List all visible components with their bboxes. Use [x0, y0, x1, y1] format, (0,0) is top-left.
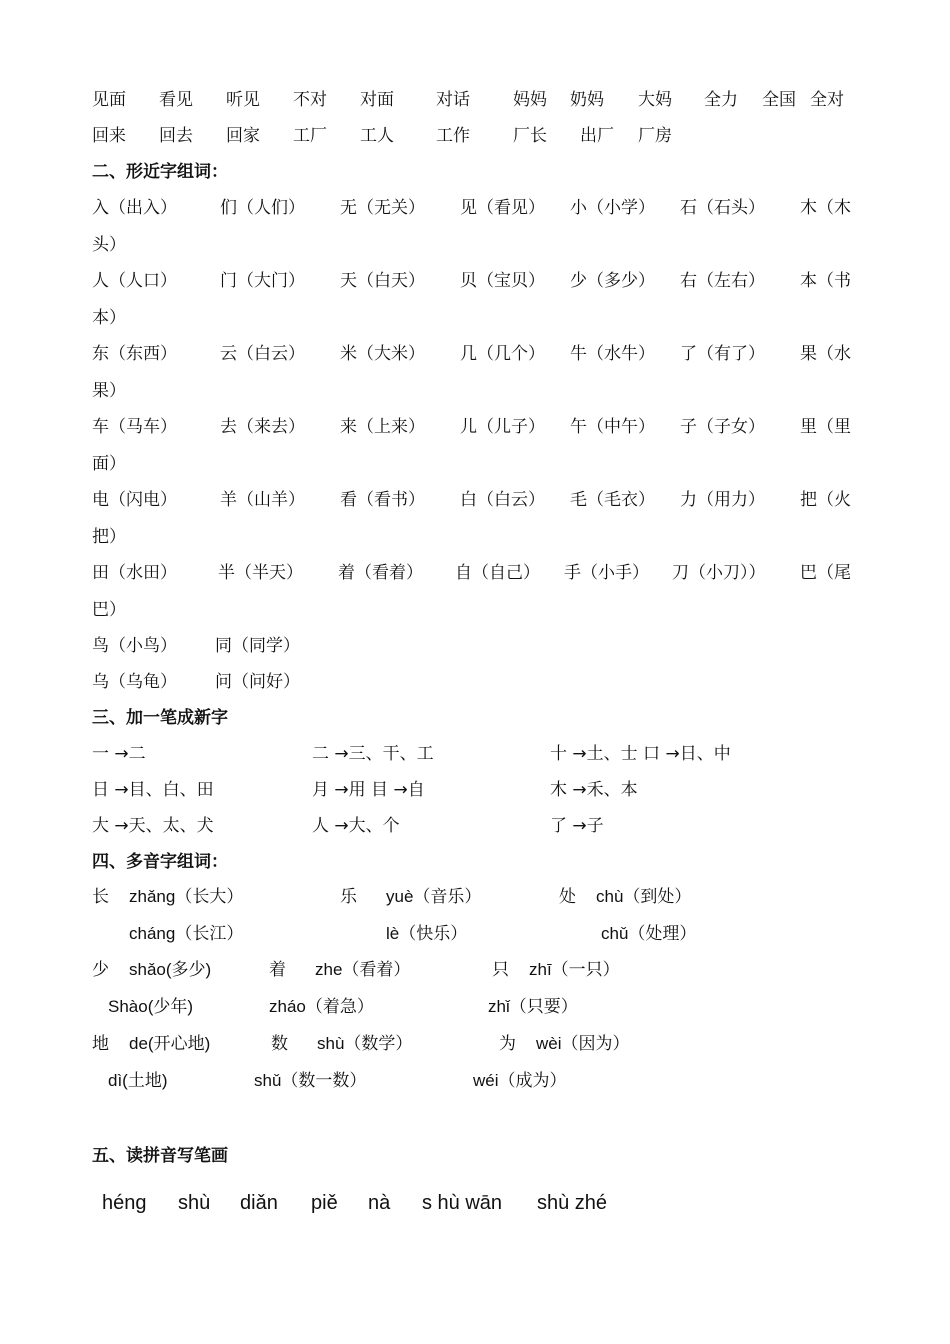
entry: 几（几个） [460, 344, 545, 364]
entry: 同（同学） [215, 636, 300, 656]
reading: shǎo(多少) [129, 960, 212, 979]
word: 工作 [436, 126, 470, 146]
word: 厂房 [638, 126, 672, 146]
entry: 牛（水牛） [570, 344, 655, 364]
entry: 把（火 [800, 490, 851, 510]
word: 大妈 [638, 90, 672, 110]
entry: 毛（毛衣） [570, 490, 655, 510]
entry: 米（大米） [340, 344, 425, 364]
reading: chǔ（处理） [601, 924, 697, 943]
entry: 见（看见） [460, 198, 545, 218]
entry: 手（小手） [564, 563, 649, 583]
entry: 问（问好） [215, 672, 300, 692]
stroke-name: piě [311, 1192, 338, 1214]
entry: 乌（乌龟） [92, 672, 177, 692]
stroke-name: shù [178, 1192, 211, 1214]
character: 只 [492, 960, 509, 980]
word: 不对 [293, 90, 327, 110]
reading: zhǎng（长大） [129, 887, 244, 906]
entry: 本（书 [800, 271, 851, 291]
entry: 巴（尾 [800, 563, 851, 583]
entry: 看（看书） [340, 490, 425, 510]
word: 全力 [704, 90, 738, 110]
reading: wèi（因为） [536, 1034, 630, 1053]
word: 厂长 [513, 126, 547, 146]
entry: 月 →用 目 →自 [312, 780, 425, 800]
reading: Shào(少年) [108, 997, 194, 1016]
entry: 木 →禾、本 [550, 780, 638, 800]
entry: 人（人口） [92, 271, 177, 291]
stroke-name: s hù wān [422, 1192, 503, 1214]
word: 妈妈 [513, 90, 547, 110]
word: 出厂 [580, 126, 614, 146]
word: 工厂 [293, 126, 327, 146]
reading: de(开心地) [129, 1034, 211, 1053]
reading: zhǐ（只要） [488, 997, 578, 1016]
reading: lè（快乐） [386, 924, 468, 943]
word: 听见 [226, 90, 260, 110]
section-5-heading: 五、读拼音写笔画 [92, 1146, 228, 1166]
entry: 人 →大、个 [312, 816, 400, 836]
character: 地 [92, 1034, 109, 1054]
reading: cháng（长江） [129, 924, 244, 943]
stroke-name: héng [102, 1192, 147, 1214]
word: 全国 [762, 90, 796, 110]
word: 工人 [360, 126, 394, 146]
section-2-heading: 二、形近字组词： [92, 162, 228, 182]
reading: yuè（音乐） [386, 887, 482, 906]
entry: 田（水田） [92, 563, 177, 583]
entry: 子（子女） [680, 417, 765, 437]
reading: wéi（成为） [473, 1071, 567, 1090]
entry: 东（东西） [92, 344, 177, 364]
character: 着 [269, 960, 286, 980]
character: 为 [499, 1034, 516, 1054]
entry: 二 →三、干、工 [312, 744, 434, 764]
reading: zhe（看着） [315, 960, 411, 979]
entry-continuation: 头） [92, 235, 126, 255]
entry: 大 →天、太、犬 [92, 816, 214, 836]
character: 少 [92, 960, 109, 980]
entry: 了 →子 [550, 816, 604, 836]
entry: 云（白云） [220, 344, 305, 364]
word: 对面 [360, 90, 394, 110]
entry: 车（马车） [92, 417, 177, 437]
entry: 白（白云） [460, 490, 545, 510]
section-3-heading: 三、加一笔成新字 [92, 708, 228, 728]
stroke-name: diǎn [240, 1192, 278, 1214]
reading: dì(土地) [108, 1071, 168, 1090]
word: 对话 [436, 90, 470, 110]
word: 见面 [92, 90, 126, 110]
entry: 天（白天） [340, 271, 425, 291]
entry: 石（石头） [680, 198, 765, 218]
character: 长 [92, 887, 109, 907]
entry: 了（有了） [680, 344, 765, 364]
entry: 来（上来） [340, 417, 425, 437]
stroke-name: nà [368, 1192, 391, 1214]
entry: 十 →土、士 口 →日、中 [550, 744, 731, 764]
entry: 木（木 [800, 198, 851, 218]
entry: 果（水 [800, 344, 851, 364]
entry-continuation: 把） [92, 527, 126, 547]
entry: 右（左右） [680, 271, 765, 291]
word: 回家 [226, 126, 260, 146]
entry: 无（无关） [340, 198, 425, 218]
reading: shù（数学） [317, 1034, 413, 1053]
entry: 一 →二 [92, 744, 146, 764]
word: 奶妈 [570, 90, 604, 110]
entry: 半（半天） [218, 563, 303, 583]
entry: 门（大门） [220, 271, 305, 291]
character: 处 [559, 887, 576, 907]
section-4-heading: 四、多音字组词： [92, 852, 228, 872]
entry: 小（小学） [570, 198, 655, 218]
entry: 贝（宝贝） [460, 271, 545, 291]
entry: 里（里 [800, 417, 851, 437]
entry: 鸟（小鸟） [92, 636, 177, 656]
reading: shǔ（数一数） [254, 1071, 367, 1090]
entry: 入（出入） [92, 198, 177, 218]
word: 全对 [810, 90, 844, 110]
entry: 着（看着） [338, 563, 423, 583]
word: 回来 [92, 126, 126, 146]
entry: 日 →目、白、田 [92, 780, 214, 800]
word: 回去 [159, 126, 193, 146]
entry: 电（闪电） [92, 490, 177, 510]
stroke-name: shù zhé [537, 1192, 608, 1214]
entry-continuation: 本） [92, 308, 126, 328]
reading: zháo（着急） [269, 997, 374, 1016]
reading: chù（到处） [596, 887, 692, 906]
entry: 少（多少） [570, 271, 655, 291]
entry-continuation: 面） [92, 454, 126, 474]
entry: 去（来去） [220, 417, 305, 437]
character: 数 [271, 1034, 288, 1054]
entry: 儿（儿子） [460, 417, 545, 437]
entry: 自（自己） [455, 563, 540, 583]
entry: 午（中午） [570, 417, 655, 437]
word: 看见 [159, 90, 193, 110]
entry: 羊（山羊） [220, 490, 305, 510]
reading: zhī（一只） [529, 960, 620, 979]
entry: 们（人们） [220, 198, 305, 218]
entry: 力（用力） [680, 490, 765, 510]
entry: 刀（小刀）） [672, 563, 766, 583]
entry-continuation: 果） [92, 381, 126, 401]
character: 乐 [340, 887, 357, 907]
entry-continuation: 巴） [92, 600, 126, 620]
